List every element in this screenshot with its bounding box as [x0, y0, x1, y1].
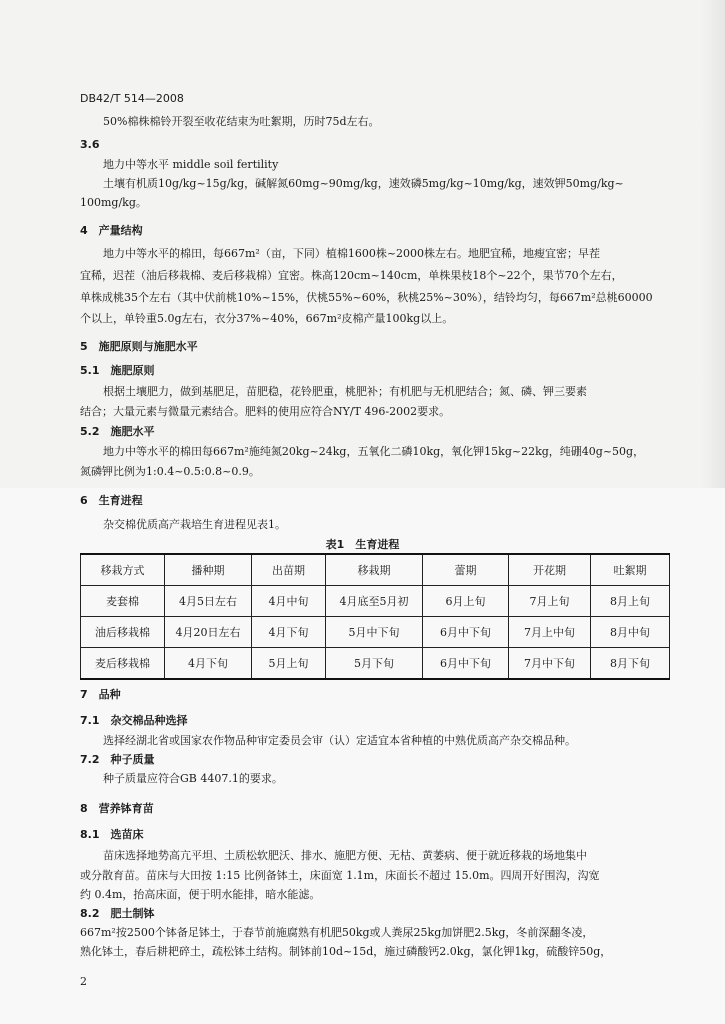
- paragraph-line: 熟化钵土，春后耕耙碎土，疏松钵土结构。制钵前10d~15d，施过磷酸钙2.0kg，氯化钾1kg，硫酸锌50g，: [80, 945, 612, 958]
- paragraph-line: 根据土壤肥力，做到基肥足，苗肥稳，花铃肥重，桃肥补；有机肥与无机肥结合；氮、磷、钾三要素: [103, 385, 587, 398]
- table-header-cell: 出苗期: [252, 554, 326, 586]
- paragraph-line: 氮磷钾比例为1:0.4~0.5:0.8~0.9。: [80, 465, 260, 478]
- paragraph-line: 土壤有机质10g/kg~15g/kg，碱解氮60mg~90mg/kg，速效磷5mg/kg~10mg/kg，速效钾50mg/kg~: [103, 177, 624, 190]
- subsection-heading: 8.2 肥土制钵: [80, 907, 155, 920]
- table-row: [81, 617, 670, 648]
- term-title: 地力中等水平 middle soil fertility: [103, 158, 279, 171]
- table-header-cell: 播种期: [165, 554, 252, 586]
- paragraph-line: 种子质量应符合GB 4407.1的要求。: [103, 772, 283, 785]
- subsection-heading: 7.1 杂交棉品种选择: [80, 714, 188, 727]
- page-number: 2: [80, 975, 87, 988]
- table-cell: 4月20日左右: [165, 617, 252, 648]
- table-cell: 4月下旬: [252, 617, 326, 648]
- table-cell: 6月上旬: [423, 586, 509, 617]
- table-cell: 7月中下旬: [509, 648, 591, 680]
- table-cell: 5月上旬: [252, 648, 326, 680]
- paragraph-line: 地力中等水平的棉田每667m²施纯氮20kg~24kg，五氧化二磷10kg，氧化钾15kg~22kg，纯硼40g~50g，: [103, 445, 645, 458]
- table-cell: 6月中下旬: [423, 617, 509, 648]
- table-cell: 5月中下旬: [326, 617, 423, 648]
- paragraph-line: 结合；大量元素与微量元素结合。肥料的使用应符合NY/T 496-2002要求。: [80, 405, 451, 418]
- table-cell: 7月上旬: [509, 586, 591, 617]
- table-cell: 油后移栽棉: [81, 617, 165, 648]
- table-cell: 8月下旬: [591, 648, 670, 680]
- table-header-cell: 移栽方式: [81, 554, 165, 586]
- table-cell: 8月上旬: [591, 586, 670, 617]
- paragraph-line: 地力中等水平的棉田，每667m²（亩，下同）植棉1600株~2000株左右。地肥宜稀，地瘦宜密；早茬: [103, 247, 601, 260]
- table-row: [81, 586, 670, 617]
- table-row: [81, 648, 670, 680]
- paragraph-line: 100mg/kg。: [80, 196, 147, 209]
- standard-code: DB42/T 514—2008: [80, 92, 184, 105]
- table-caption: 表1 生育进程: [325, 538, 400, 551]
- paragraph-line: 667m²按2500个钵备足钵土，于春节前施腐熟有机肥50kg或人粪尿25kg加饼肥2.5kg，冬前深翻冬凌，: [80, 926, 594, 939]
- subsection-heading: 5.2 施肥水平: [80, 425, 155, 438]
- table-header-row: [81, 554, 670, 586]
- growth-schedule-table: [80, 553, 670, 680]
- paragraph-line: 约 0.4m，抬高床面，便于明水能排，暗水能滤。: [80, 888, 321, 901]
- table-cell: 4月5日左右: [165, 586, 252, 617]
- paragraph-line: 个以上，单铃重5.0g左右，衣分37%~40%，667m²皮棉产量100kg以上。: [80, 312, 454, 325]
- table-cell: 4月底至5月初: [326, 586, 423, 617]
- table-cell: 麦套棉: [81, 586, 165, 617]
- table-header-cell: 吐絮期: [591, 554, 670, 586]
- section-heading: 8 营养钵育苗: [80, 802, 154, 815]
- table-cell: 麦后移栽棉: [81, 648, 165, 680]
- table-header-cell: 开花期: [509, 554, 591, 586]
- subsection-heading: 8.1 选苗床: [80, 828, 144, 841]
- scan-edge: [702, 0, 725, 488]
- table-header-cell: 移栽期: [326, 554, 423, 586]
- paragraph-line: 单株成桃35个左右（其中伏前桃10%~15%，伏桃55%~60%，秋桃25%~30%），结铃均匀，每667m²总桃60000: [80, 291, 653, 304]
- paragraph-line: 选择经湖北省或国家农作物品种审定委员会审（认）定适宜本省种植的中熟优质高产杂交棉品种。: [103, 734, 576, 747]
- table-cell: 6月中下旬: [423, 648, 509, 680]
- table-cell: 4月下旬: [165, 648, 252, 680]
- table-header-cell: 蕾期: [423, 554, 509, 586]
- subsection-heading: 7.2 种子质量: [80, 753, 155, 766]
- table-cell: 8月中旬: [591, 617, 670, 648]
- table-cell: 5月下旬: [326, 648, 423, 680]
- section-heading: 7 品种: [80, 688, 121, 701]
- section-heading: 6 生育进程: [80, 494, 143, 507]
- paragraph-line: 或分散育苗。苗床与大田按 1:15 比例备钵土，床面宽 1.1m，床面长不超过 15.0m。四周开好围沟，沟宽: [80, 869, 600, 882]
- paragraph-line: 宜稀，迟茬（油后移栽棉、麦后移栽棉）宜密。株高120cm~140cm，单株果枝18个~22个，果节70个左右，: [80, 269, 623, 282]
- paragraph-line: 杂交棉优质高产栽培生育进程见表1。: [103, 518, 286, 531]
- subsection-heading: 5.1 施肥原则: [80, 364, 155, 377]
- section-number: 3.6: [80, 138, 100, 151]
- section-heading: 4 产量结构: [80, 224, 143, 237]
- table-cell: 7月上中旬: [509, 617, 591, 648]
- paragraph-line: 苗床选择地势高亢平坦、土质松软肥沃、排水、施肥方便、无枯、黄萎病、便于就近移栽的场地集中: [103, 849, 587, 862]
- table-cell: 4月中旬: [252, 586, 326, 617]
- section-heading: 5 施肥原则与施肥水平: [80, 340, 198, 353]
- paragraph-line: 50%棉株棉铃开裂至收花结束为吐絮期，历时75d左右。: [103, 115, 380, 128]
